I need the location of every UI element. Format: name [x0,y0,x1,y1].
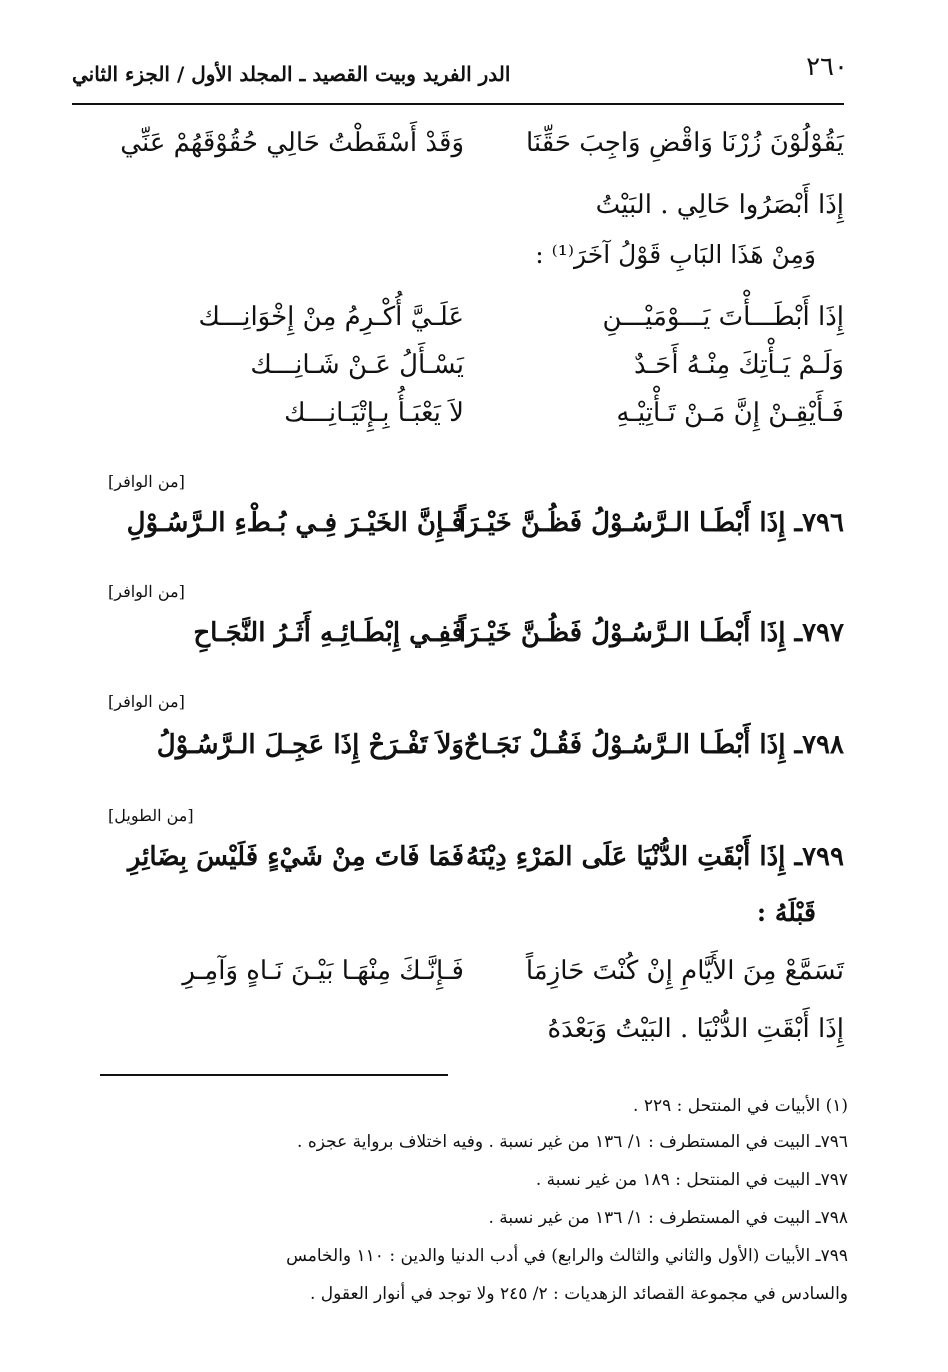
meter-label: [من الوافر] [108,582,185,601]
header-rule [72,103,844,105]
verse-second-hemistich: وَقَدْ أَسْقَطْتُ حَالِي حُقُوْقَهُمْ عَنِّي [120,128,464,158]
page-number: ٢٦٠ [806,52,848,82]
prose-line: قَبْلَهُ : [756,898,816,927]
footnote: ٧٩٦ـ البيت في المستطرف : ١/ ١٣٦ من غير نسبة . وفيه اختلاف برواية عجزه . [297,1132,848,1152]
verse-first-hemistich: ٧٩٩ـ إِذَا أَبْقَتِ الدُّنْيَا عَلَى المَرْءِ دِيْنَهُ [466,842,844,872]
verse-second-hemistich: يَسْـأَلُ عَـنْ شَـانِـــك [250,350,464,380]
verse-first-hemistich: وَلَـمْ يَـأْتِكَ مِنْـهُ أَحَـدٌ [633,350,844,380]
verse-first-hemistich: إِذَا أَبْطَـــأْتَ يَـــوْمَيْـــنِ [602,302,844,332]
verse-first-hemistich: ٧٩٧ـ إِذَا أَبْطَـا الـرَّسُـوْلُ فَظُـنَّ خَيْـرَاً [458,618,844,648]
verse-first-hemistich: فَـأَيْقِـنْ إِنَّ مَـنْ تَـأْتِيْـهِ [616,398,844,428]
prose-line: وَمِنْ هَذَا البَابِ قَوْلُ آخَرَ⁽¹⁾ : [535,240,816,269]
running-head: الدر الفريد وبيت القصيد ـ المجلد الأول / الجزء الثاني [72,62,511,86]
prose-line: إِذَا أَبْقَتِ الدُّنْيَا . البَيْتُ وَبَعْدَهُ [547,1014,844,1044]
footnote: (١) الأبيات في المنتحل : ٢٢٩ . [633,1096,848,1116]
verse-second-hemistich: فَفِـي إِبْطَـائِـهِ أَثَـرُ النَّجَـاحِ [193,618,464,648]
verse-first-hemistich: يَقُوْلُوْنَ زُرْنَا وَاقْضِ وَاجِبَ حَقِّنَا [525,128,844,158]
footnote: ٧٩٧ـ البيت في المنتحل : ١٨٩ من غير نسبة . [535,1170,848,1190]
verse-second-hemistich: فَـإِنَّ الخَيْـرَ فِـي بُـطْءِ الـرَّسُـوْلِ [126,508,464,538]
footnote: ٧٩٩ـ الأبيات (الأول والثاني والثالث والرابع) في أدب الدنيا والدين : ١١٠ والخامس [286,1246,848,1266]
meter-label: [من الوافر] [108,692,185,711]
verse-first-hemistich: ٧٩٦ـ إِذَا أَبْطَـا الـرَّسُـوْلُ فَظُـنَّ خَيْـرَاً [458,508,844,538]
footnote: والسادس في مجموعة القصائد الزهديات : ٢/ ٢٤٥ ولا توجد في أنوار العقول . [309,1284,848,1304]
footnote-rule [100,1074,448,1076]
meter-label: [من الطويل] [108,806,194,825]
verse-first-hemistich: ٧٩٨ـ إِذَا أَبْطَـا الـرَّسُـوْلُ فَقُـلْ نَجَـاحٌ [463,730,844,760]
verse-second-hemistich: لاَ يَعْبَـأُ بِـإِتْيَـانِـــك [284,398,464,428]
footnote: ٧٩٨ـ البيت في المستطرف : ١/ ١٣٦ من غير نسبة . [488,1208,848,1228]
verse-second-hemistich: فَـإِنَّـكَ مِنْهَـا بَيْـنَ نَـاهٍ وَآمِـرِ [182,956,464,986]
verse-first-hemistich: تَسَمَّعْ مِنَ الأَيَّامِ إِنْ كُنْتَ حَازِمَاً [525,956,844,986]
verse-second-hemistich: عَلَـيَّ أُكْـرِمُ مِنْ إِخْوَانِـــك [198,302,464,332]
verse-second-hemistich: وَلاَ تَفْـرَحْ إِذَا عَجِـلَ الـرَّسُـوْلُ [156,730,464,760]
verse-second-hemistich: فَمَا فَاتَ مِنْ شَيْءٍ فَلَيْسَ بِضَائِرِ [127,842,464,872]
meter-label: [من الوافر] [108,472,185,491]
prose-line: إِذَا أَبْصَرُوا حَالِي . البَيْتُ [595,190,844,220]
